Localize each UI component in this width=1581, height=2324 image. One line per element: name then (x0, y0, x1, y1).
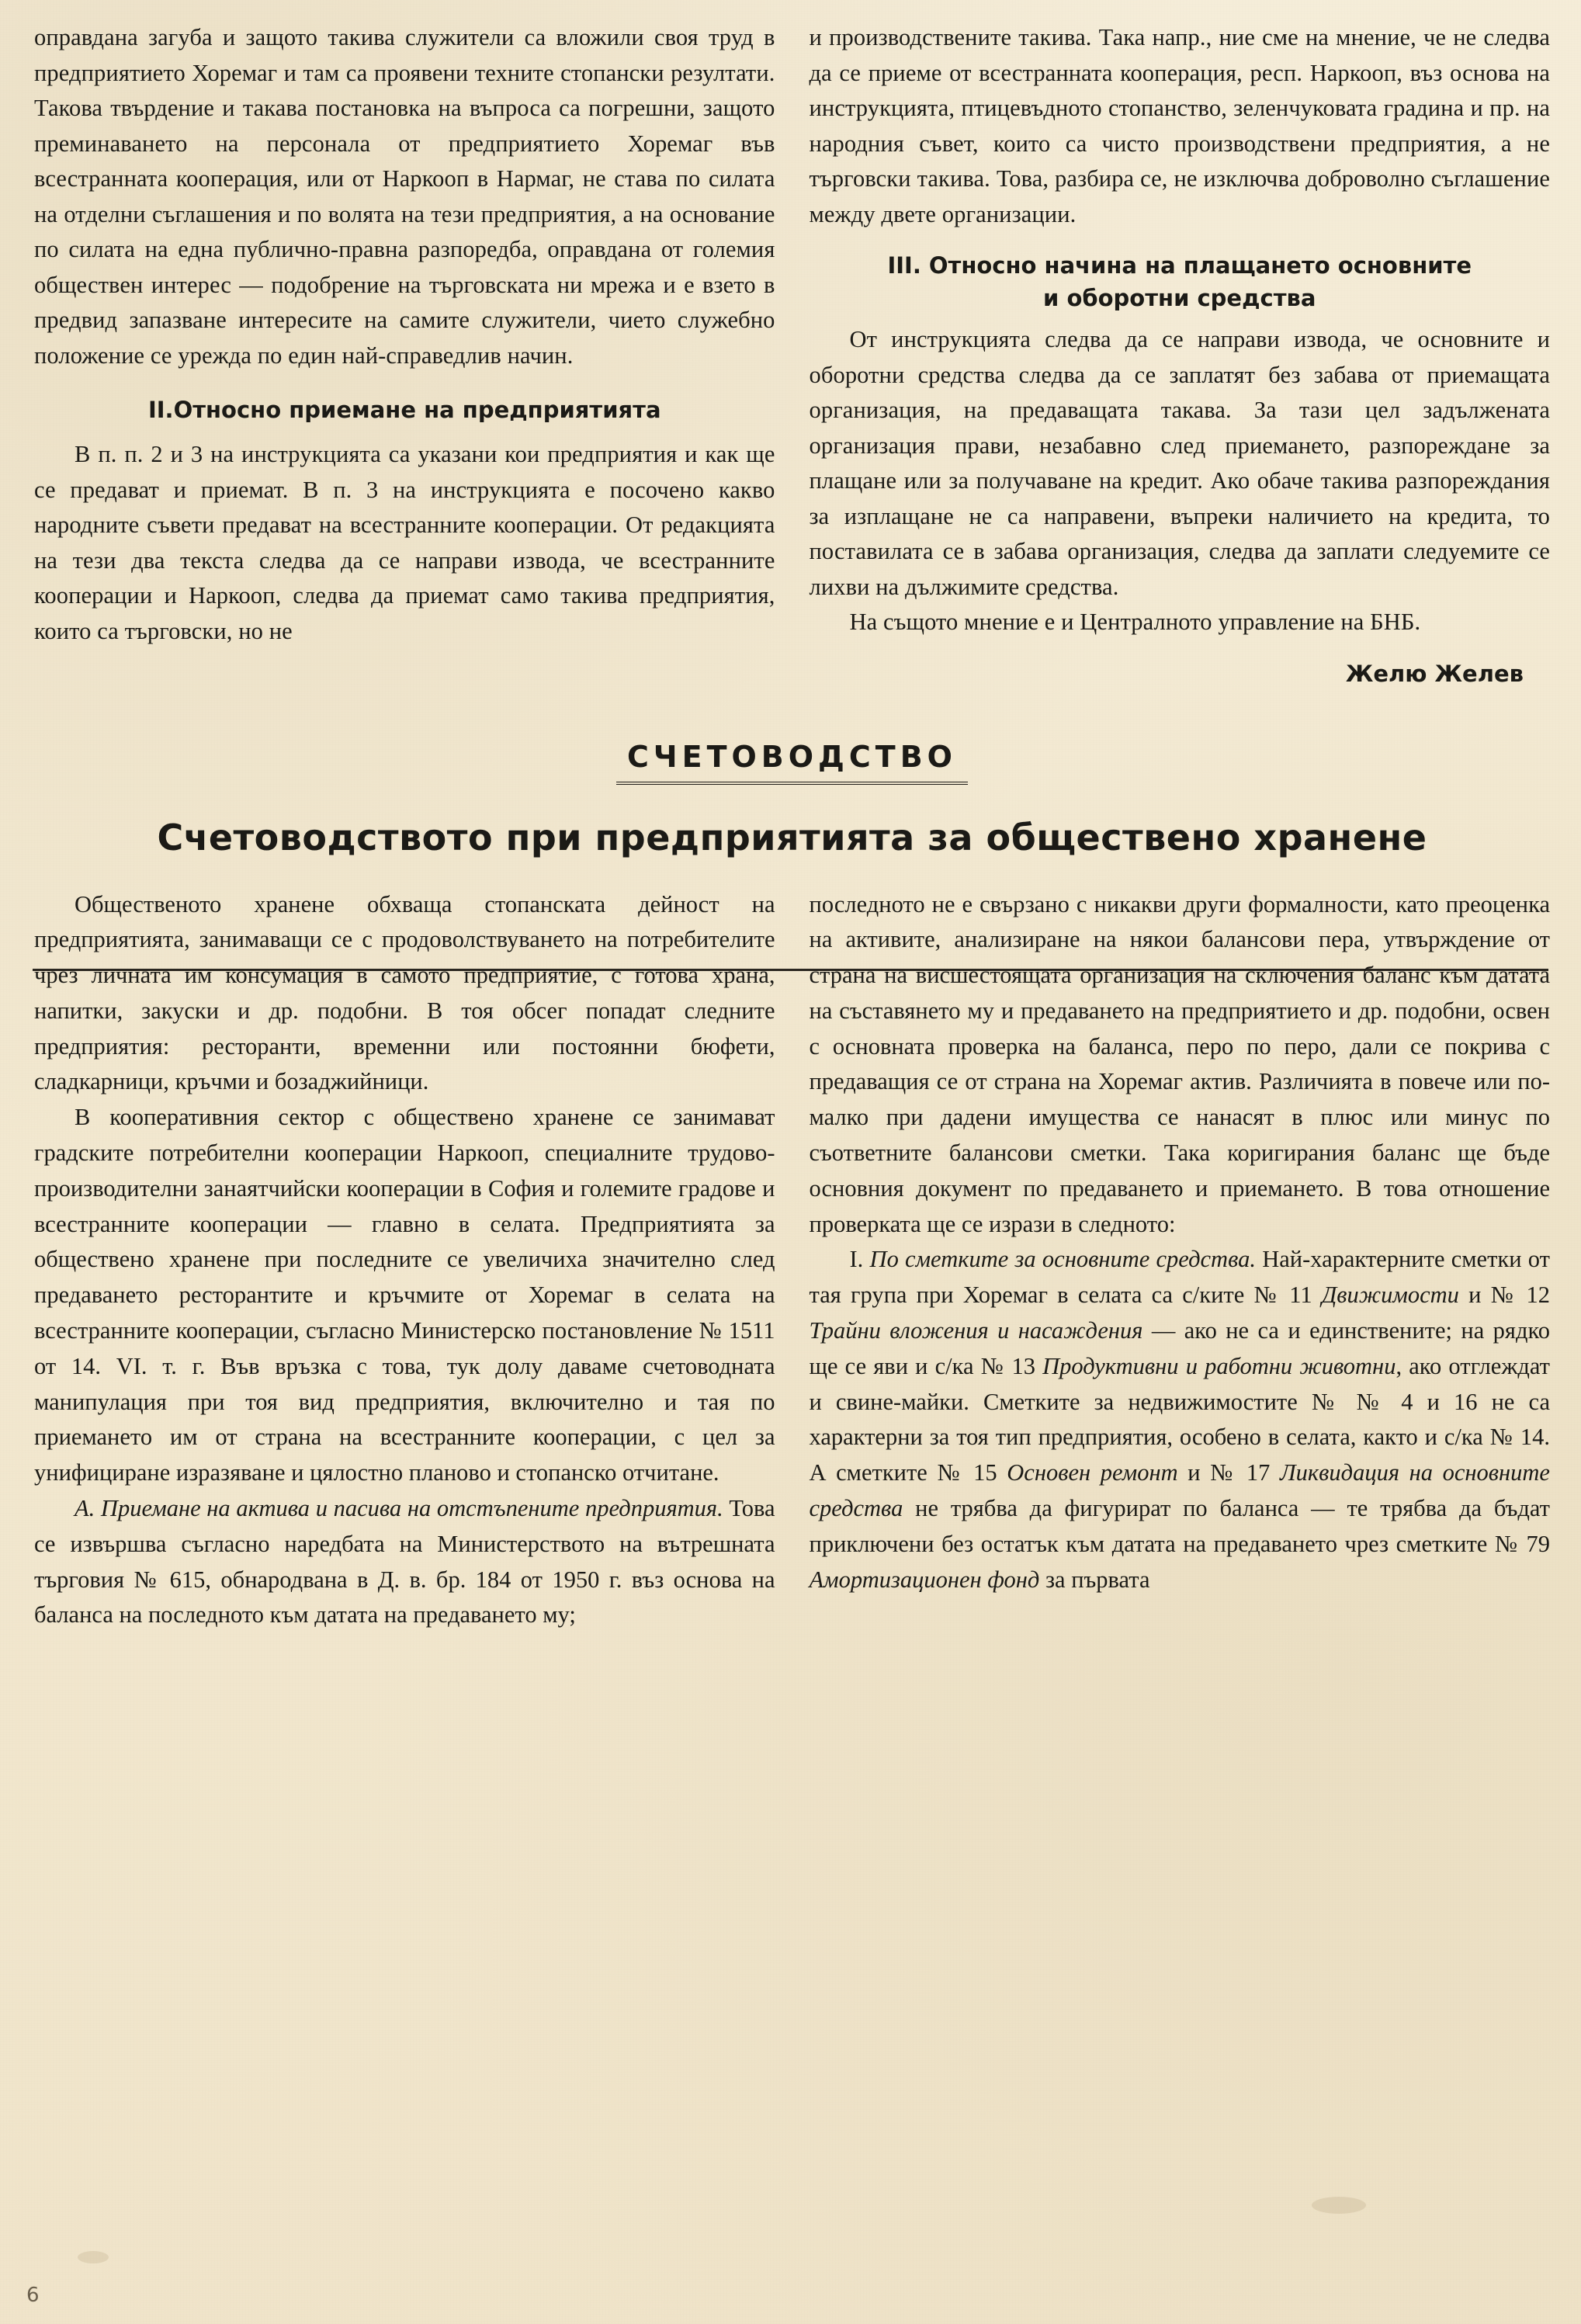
account-name-permanent-investments: Трайни вложения и насаждения (809, 1317, 1143, 1344)
account-name-livestock: Продуктивни и работни животни (1042, 1352, 1396, 1379)
point-one-part-6: не трябва да фигурират по баланса — те трябва да бъдат приключени без остатък към датата на предаването чрез сметките № 79 (809, 1495, 1550, 1557)
point-one-number: I. (849, 1246, 864, 1273)
article-two-paragraph-3-lead: А. Приемане на актива и пасива на отстъпените предприятия. (75, 1495, 723, 1522)
article-two-right-column (810, 887, 1551, 1634)
article-two-paragraph-1: Общественото хранене обхваща стопанската дейност на предприятията, занимаващи се с продоволствуването на потребителите чрез личната им консумация в самото предприятие, с готова храна, напитки, закуски и др. подобни. В тоя обсег попадат следните предприятия: ресторанти, временни или постоянни бюфети, сладкарници, кръчми и бозаджийници. (34, 890, 775, 1095)
article-one (0, 0, 1581, 687)
article-two-paragraph-3-rest: Това се извършва съгласно наредбата на Министерството на вътрешната търговия № 615, обнародвана в Д. в. бр. 184 от 1950 г. въз основа на баланса на последното към датата на предаването му; (34, 1495, 775, 1629)
heading-section-two-number: II. (147, 397, 174, 423)
point-one-part-7: за първата (1039, 1566, 1150, 1593)
account-name-major-repair: Основен ремонт (1007, 1459, 1178, 1486)
heading-section-two (34, 394, 775, 426)
article-two-columns (34, 887, 1550, 1634)
paper-smudge (1312, 2197, 1366, 2214)
point-one-lead: По сметките за основните средства. (863, 1246, 1256, 1273)
article-two-paragraph-2: В кооперативния сектор с обществено хранене се занимават градските потребителни кооперации Наркооп, специалните трудово-производителни занаятчийски кооперации в София и големите градове и всестранните кооперации — главно в селата. Предприятията за обществено хранене при последните се увеличиха значително след предаването ресторантите и кръчмите от Хоремаг в селата на всестранните кооперации, съгласно Министерско постановление № 1511 от 14. VI. т. г. Във връзка с това, тук долу даваме счетоводната манипулация при тоя вид предприятия, включително и тая по приемането им от страна на всестранните кооперации, с цел за унифициране изразяване и цялостно планово и стопанско отчитане. (34, 1104, 775, 1486)
point-one-part-5: и № 17 (1177, 1459, 1280, 1486)
page-number: 6 (26, 2284, 40, 2307)
point-one-part-1: Най-характерните сметки от тая група при Хоремаг в селата са с/ките № 11 (809, 1246, 1550, 1309)
section-banner (34, 737, 1550, 785)
point-one-part-4: , ако отглеждат и свине-майки. Сметките за недвижимостите № № 4 и 16 не са характерни за тоя тип предприятия, особено в селата, както и с/ка № 14. А сметките № 15 (809, 1352, 1550, 1486)
paragraph-continued-left: оправдана загуба и защото такива служители са вложили своя труд в предприятието Хоремаг и там са проявени техните стопански резултати. Такова твърдение и такава постановка на въпроса са погрешни, защото преминаването на персонала от предприятието Хоремаг във всестранната кооперация, или от Наркооп в Нармаг, не става по силата на отделни съглашения и по волята на тези предприятия, а на основание по силата на една публично-правна разпоредба, оправдана от големия обществен интерес — подобрение на търговската ни мрежа и е взето в предвид запазване интересите на самите служители, чието служебно положение се урежда по един най-справедлив начин. (34, 24, 775, 369)
heading-section-two-text: Относно приемане на предприятията (173, 397, 661, 423)
article-one-right-column (810, 20, 1551, 687)
article-two-left-column (34, 887, 775, 1634)
point-one-part-3: — ако не са и единствените; на рядко ще се яви и с/ка № 13 (809, 1317, 1550, 1379)
section-banner-label: СЧЕТОВОДСТВО (616, 737, 968, 785)
heading-section-three (810, 249, 1551, 314)
heading-section-three-line-one: Относно начина на плащането основните (928, 252, 1472, 279)
paragraph-section-three-body: От инструкцията следва да се направи извода, че основните и оборотни средства следва да се заплатят без забава от приемащата организация, на предаващата такава. За тази цел задължената организация прави, незабавно след приемането, разпореждане за плащане или за получаване на кредит. Ако обаче такива разпореждания за изплащане не са направени, въпреки наличието на кредита, то поставилата се в забава организация, следва да заплати следуемите се лихви на дължимите средства. (809, 326, 1550, 600)
article-two-paragraph-3 (34, 1491, 775, 1633)
account-name-liquidation: Ликвидация на основните средства (809, 1459, 1550, 1522)
paragraph-continued-right: и производствените такива. Така напр., ние сме на мнение, че не следва да се приеме от всестранната кооперация, респ. Наркооп, въз основа на инструкцията, птицевъдното стопанство, зеленчуковата градина и пр. на народния съвет, които са чисто производствени предприятия, а не търговски такива. Това, разбира се, не изключва доброволно съглашение между двете организации. (809, 24, 1550, 227)
heading-section-three-line-two: и оборотни средства (1043, 285, 1316, 311)
article-two (0, 737, 1581, 1634)
paragraph-section-two-body: В п. п. 2 и 3 на инструкцията са указани кои предприятия и как ще се предават и приемат. В п. 3 на инструкцията е посочено какво народните съвети предават на всестранните кооперации. От редакцията на тези два текста следва да се направи извода, че всестранните кооперации и Наркооп, следва да приемат само такива предприятия, които са търговски, но не (34, 441, 775, 644)
author-signature: Желю Желев (1345, 660, 1524, 687)
heading-section-three-number: III. (887, 252, 921, 279)
point-one-part-2: и № 12 (1458, 1282, 1550, 1309)
account-name-movables: Движимости (1321, 1282, 1459, 1309)
paper-smudge-two (78, 2251, 109, 2263)
article-two-title: Счетоводството при предприятията за обществено хранене (157, 816, 1427, 858)
article-two-right-paragraph-2 (810, 1242, 1551, 1597)
account-name-amortization-fund: Амортизационен фонд (809, 1566, 1040, 1593)
paragraph-section-three-closing: На същото мнение е и Централното управление на БНБ. (849, 609, 1421, 635)
article-one-columns (34, 20, 1550, 687)
article-two-right-paragraph-1: последното не е свързано с никакви други формалности, като преоценка на активите, анализиране на някои балансови пера, утвърждение от страна на висшестоящата организация на сключения баланс към датата на съставянето му и предаването на предприятието и др. подобни, освен с основната проверка на баланса, перо по перо, дали се покрива с предаващия се от страна на Хоремаг актив. Различията в повече или по-малко при дадени имущества се нанасят в плюс или минус по съответните балансови сметки. Така коригирания баланс ще бъде основния документ по предаването и приемането. В това отношение проверката ще се изрази в следното: (809, 890, 1550, 1237)
article-one-left-column (34, 20, 775, 687)
